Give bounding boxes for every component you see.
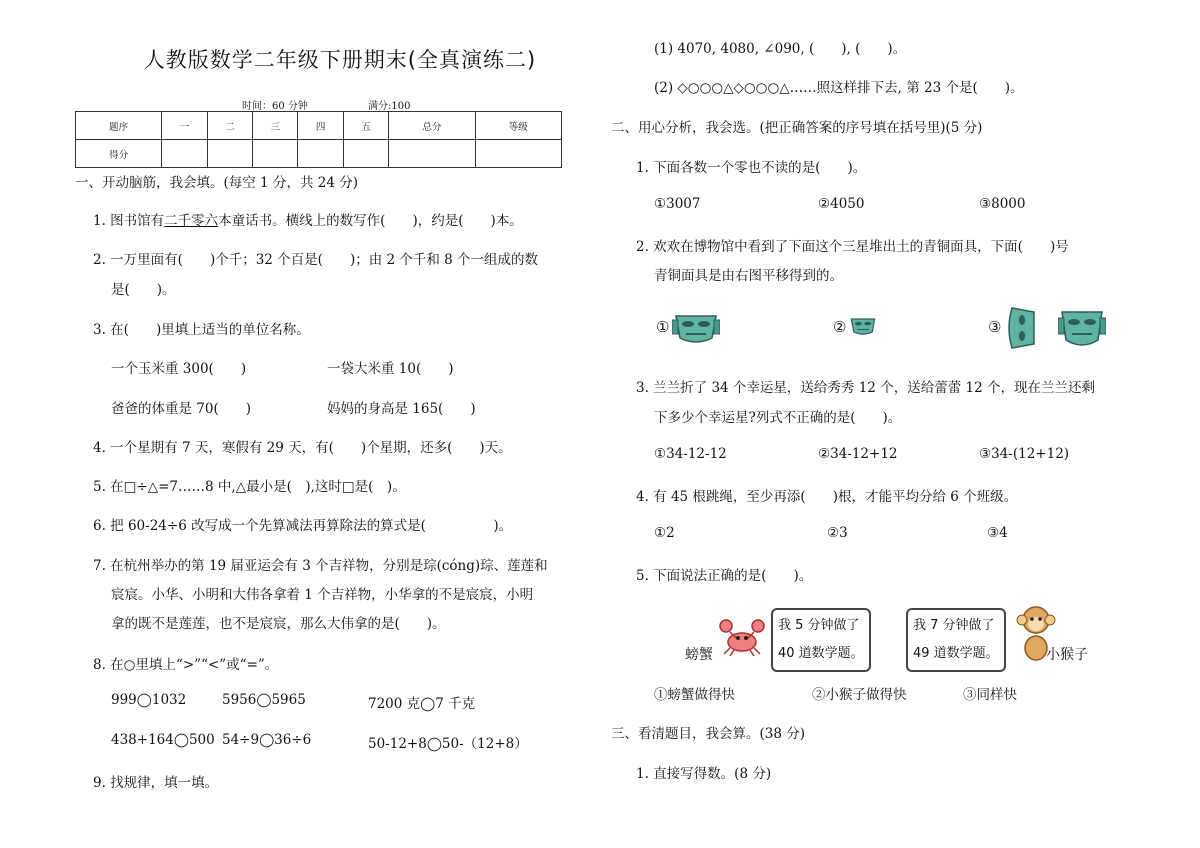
section-3-heading: 三、看清题目，我会算。(38 分) bbox=[611, 726, 806, 742]
choice-option: ③ bbox=[988, 318, 1002, 336]
section-1-heading: 一、开动脑筋，我会填。(每空 1 分，共 24 分) bbox=[75, 175, 358, 191]
table-cell: 题序 bbox=[76, 112, 162, 140]
exam-full-score: 满分:100 bbox=[368, 101, 411, 112]
bronze-mask-reference-icon bbox=[1058, 306, 1106, 356]
question-3-option: 一个玉米重 300( ) bbox=[111, 361, 247, 377]
choice-option: ①34-12-12 bbox=[654, 446, 727, 462]
bronze-mask-icon bbox=[672, 308, 720, 352]
table-cell: 总分 bbox=[389, 112, 475, 140]
table-cell: 二 bbox=[207, 112, 252, 140]
question-8-item: 999◯1032 bbox=[111, 692, 187, 708]
choice-option: ②4050 bbox=[818, 196, 865, 212]
table-cell: 三 bbox=[253, 112, 298, 140]
score-table bbox=[75, 111, 562, 168]
choice-option: ①螃蟹做得快 bbox=[654, 687, 735, 703]
table-cell: 五 bbox=[343, 112, 388, 140]
question-6: 6. 把 60-24÷6 改写成一个先算减法再算除法的算式是( )。 bbox=[93, 518, 513, 534]
question-1 bbox=[93, 209, 523, 229]
choice-option: ①3007 bbox=[654, 196, 701, 212]
question-5: 5. 在□÷△=7……8 中,△最小是( ),这时□是( )。 bbox=[93, 479, 406, 495]
choice-option: ③34-(12+12) bbox=[979, 446, 1070, 462]
question-1-underlined: 二千零六 bbox=[164, 213, 219, 229]
page-title: 人教版数学二年级下册期末(全真演练二) bbox=[143, 48, 537, 72]
choice-option: ③8000 bbox=[979, 196, 1026, 212]
score-entry-cell[interactable] bbox=[343, 140, 388, 168]
bronze-mask-rotated-icon bbox=[1004, 304, 1038, 356]
choice-option: ② bbox=[833, 318, 847, 336]
choice-question-3-line-2: 下多少个幸运星?列式不正确的是( )。 bbox=[654, 410, 902, 426]
monkey-speech-bubble: 我 7 分钟做了 49 道数学题。 bbox=[906, 608, 1006, 672]
question-8: 8. 在○里填上“>”“<”或“=”。 bbox=[93, 657, 279, 673]
choice-option: ②3 bbox=[827, 525, 848, 541]
section-2-heading: 二、用心分析，我会选。(把正确答案的序号填在括号里)(5 分) bbox=[611, 120, 983, 136]
monkey-label: 小猴子 bbox=[1046, 647, 1088, 663]
question-8-item: 54÷9◯36÷6 bbox=[222, 732, 312, 748]
question-8-item: 7200 克◯7 千克 bbox=[368, 696, 476, 712]
question-9-part-2: (2) ◇○○○△◇○○○△……照这样排下去, 第 23 个是( )。 bbox=[654, 80, 1024, 96]
question-7-line-3: 拿的既不是莲莲，也不是宸宸，那么大伟拿的是( )。 bbox=[111, 616, 446, 632]
section-3-question-1: 1. 直接写得数。(8 分) bbox=[636, 766, 772, 782]
question-7-line-1: 7. 在杭州举办的第 19 届亚运会有 3 个吉祥物，分别是琮(cóng)琮、莲莲和 bbox=[93, 558, 548, 574]
score-table-score-row bbox=[76, 140, 562, 168]
question-4: 4. 一个星期有 7 天，寒假有 29 天，有( )个星期，还多( )天。 bbox=[93, 440, 512, 456]
table-cell: 一 bbox=[162, 112, 207, 140]
question-9: 9. 找规律，填一填。 bbox=[93, 775, 219, 791]
question-8-item: 5956◯5965 bbox=[222, 692, 306, 708]
choice-option: ②34-12+12 bbox=[818, 446, 898, 462]
question-8-item: 50-12+8◯50-（12+8） bbox=[368, 736, 528, 752]
score-entry-cell[interactable] bbox=[207, 140, 252, 168]
crab-icon bbox=[718, 616, 766, 660]
choice-option: ③同样快 bbox=[963, 687, 1017, 703]
bronze-mask-small-icon bbox=[849, 314, 877, 342]
choice-option: ①2 bbox=[654, 525, 675, 541]
question-8-item: 438+164◯500 bbox=[111, 732, 215, 748]
table-cell: 得分 bbox=[76, 140, 162, 168]
choice-question-1: 1. 下面各数一个零也不读的是( )。 bbox=[636, 160, 867, 176]
score-entry-cell[interactable] bbox=[389, 140, 475, 168]
choice-option: ① bbox=[656, 318, 670, 336]
question-3: 3. 在( )里填上适当的单位名称。 bbox=[93, 322, 310, 338]
question-1-text-pre: 1. 图书馆有 bbox=[93, 213, 165, 229]
choice-question-2-line-1: 2. 欢欢在博物馆中看到了下面这个三星堆出土的青铜面具，下面( )号 bbox=[636, 239, 1069, 255]
choice-question-4: 4. 有 45 根跳绳，至少再添( )根，才能平均分给 6 个班级。 bbox=[636, 489, 1018, 505]
choice-option: ③4 bbox=[987, 525, 1008, 541]
question-3-option: 爸爸的体重是 70( ) bbox=[111, 401, 252, 417]
choice-question-2-line-2: 青铜面具是由右图平移得到的。 bbox=[654, 268, 843, 284]
question-9-part-1: (1) 4070, 4080, ∠090, ( ), ( )。 bbox=[654, 41, 907, 57]
crab-label: 螃蟹 bbox=[685, 647, 713, 663]
question-2-line-1: 2. 一万里面有( )个千；32 个百是( )；由 2 个千和 8 个一组成的数 bbox=[93, 252, 539, 268]
table-cell: 四 bbox=[298, 112, 343, 140]
question-2-line-2: 是( )。 bbox=[111, 282, 176, 298]
question-7-line-2: 宸宸。小华、小明和大伟各拿着 1 个吉祥物，小华拿的不是宸宸，小明 bbox=[111, 587, 534, 603]
exam-time: 时间：60 分钟 bbox=[242, 101, 308, 112]
score-entry-cell[interactable] bbox=[298, 140, 343, 168]
choice-question-3-line-1: 3. 兰兰折了 34 个幸运星，送给秀秀 12 个，送给蕾蕾 12 个，现在兰兰还剩 bbox=[636, 380, 1095, 396]
table-cell: 等级 bbox=[475, 112, 561, 140]
score-entry-cell[interactable] bbox=[253, 140, 298, 168]
score-entry-cell[interactable] bbox=[162, 140, 207, 168]
choice-question-5: 5. 下面说法正确的是( )。 bbox=[636, 568, 813, 584]
question-3-option: 妈妈的身高是 165( ) bbox=[327, 401, 476, 417]
question-3-option: 一袋大米重 10( ) bbox=[327, 361, 454, 377]
question-1-text-post: 本童话书。横线上的数写作( )，约是( )本。 bbox=[218, 213, 523, 229]
score-entry-cell[interactable] bbox=[475, 140, 561, 168]
crab-speech-bubble: 我 5 分钟做了 40 道数学题。 bbox=[771, 608, 871, 672]
choice-option: ②小猴子做得快 bbox=[812, 687, 907, 703]
score-table-header-row bbox=[76, 112, 562, 140]
